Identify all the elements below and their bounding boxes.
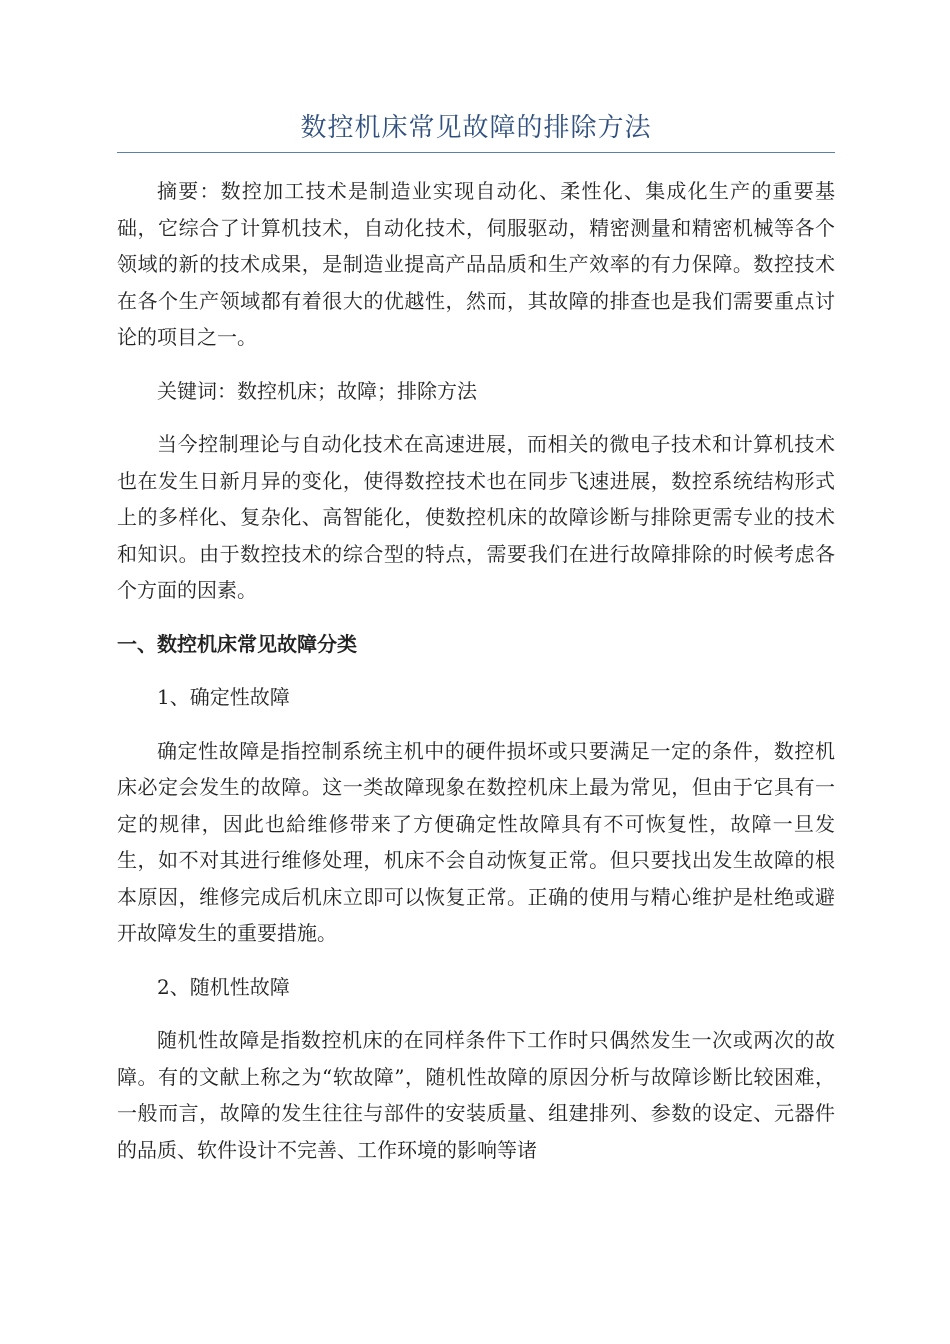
abstract-paragraph: 摘要：数控加工技术是制造业实现自动化、柔性化、集成化生产的重要基础，它综合了计算机技术，自动化技术，伺服驱动，精密测量和精密机械等各个领域的新的技术成果，是制造业提高产品品质和生产效率的有力保障。数控技术在各个生产领域都有着很大的优越性，然而，其故障的排查也是我们需要重点讨论的项目之一。 (117, 179, 835, 349)
subsection-heading-1: 1、确定性故障 (157, 685, 290, 709)
subsection-paragraph-2: 随机性故障是指数控机床的在同样条件下工作时只偶然发生一次或两次的故障。有的文献上称之为“软故障”，随机性故障的原因分析与故障诊断比较困难，一般而言，故障的发生往往与部件的安装质量、组建排列、参数的设定、元器件的品质、软件设计不完善、工作环境的影响等诸 (117, 1028, 835, 1162)
spacer (117, 409, 835, 426)
subsection-paragraph-1: 确定性故障是指控制系统主机中的硬件损坏或只要满足一定的条件，数控机床必定会发生的故障。这一类故障现象在数控机床上最为常见，但由于它具有一定的规律，因此也給维修带来了方便确定性故障具有不可恢复性，故障一旦发生，如不对其进行维修处理，机床不会自动恢复正常。但只要找出发生故障的根本原因，维修完成后机床立即可以恢复正常。正确的使用与精心维护是杜绝或避开故障发生的重要措施。 (117, 738, 835, 945)
spacer (117, 1005, 835, 1022)
spacer (117, 952, 835, 969)
spacer (117, 356, 835, 373)
document-title: 数控机床常见故障的排除方法 (117, 108, 835, 153)
keywords-line: 关键词：数控机床；故障；排除方法 (157, 378, 477, 403)
subsection-heading-2: 2、随机性故障 (157, 974, 290, 999)
intro-paragraph: 当今控制理论与自动化技术在高速进展，而相关的微电子技术和计算机技术也在发生日新月异的变化，使得数控技术也在同步飞速进展，数控系统结构形式上的多样化、复杂化、高智能化，使数控机床的故障诊断与排除更需专业的技术和知识。由于数控技术的综合型的特点，需要我们在进行故障排除的时候考虑各个方面的因素。 (117, 432, 835, 602)
document-page (117, 108, 835, 1168)
spacer (117, 662, 835, 679)
section-heading-1: 一、数控机床常见故障分类 (117, 631, 357, 656)
spacer (117, 609, 835, 626)
spacer (117, 153, 835, 173)
spacer (117, 716, 835, 733)
